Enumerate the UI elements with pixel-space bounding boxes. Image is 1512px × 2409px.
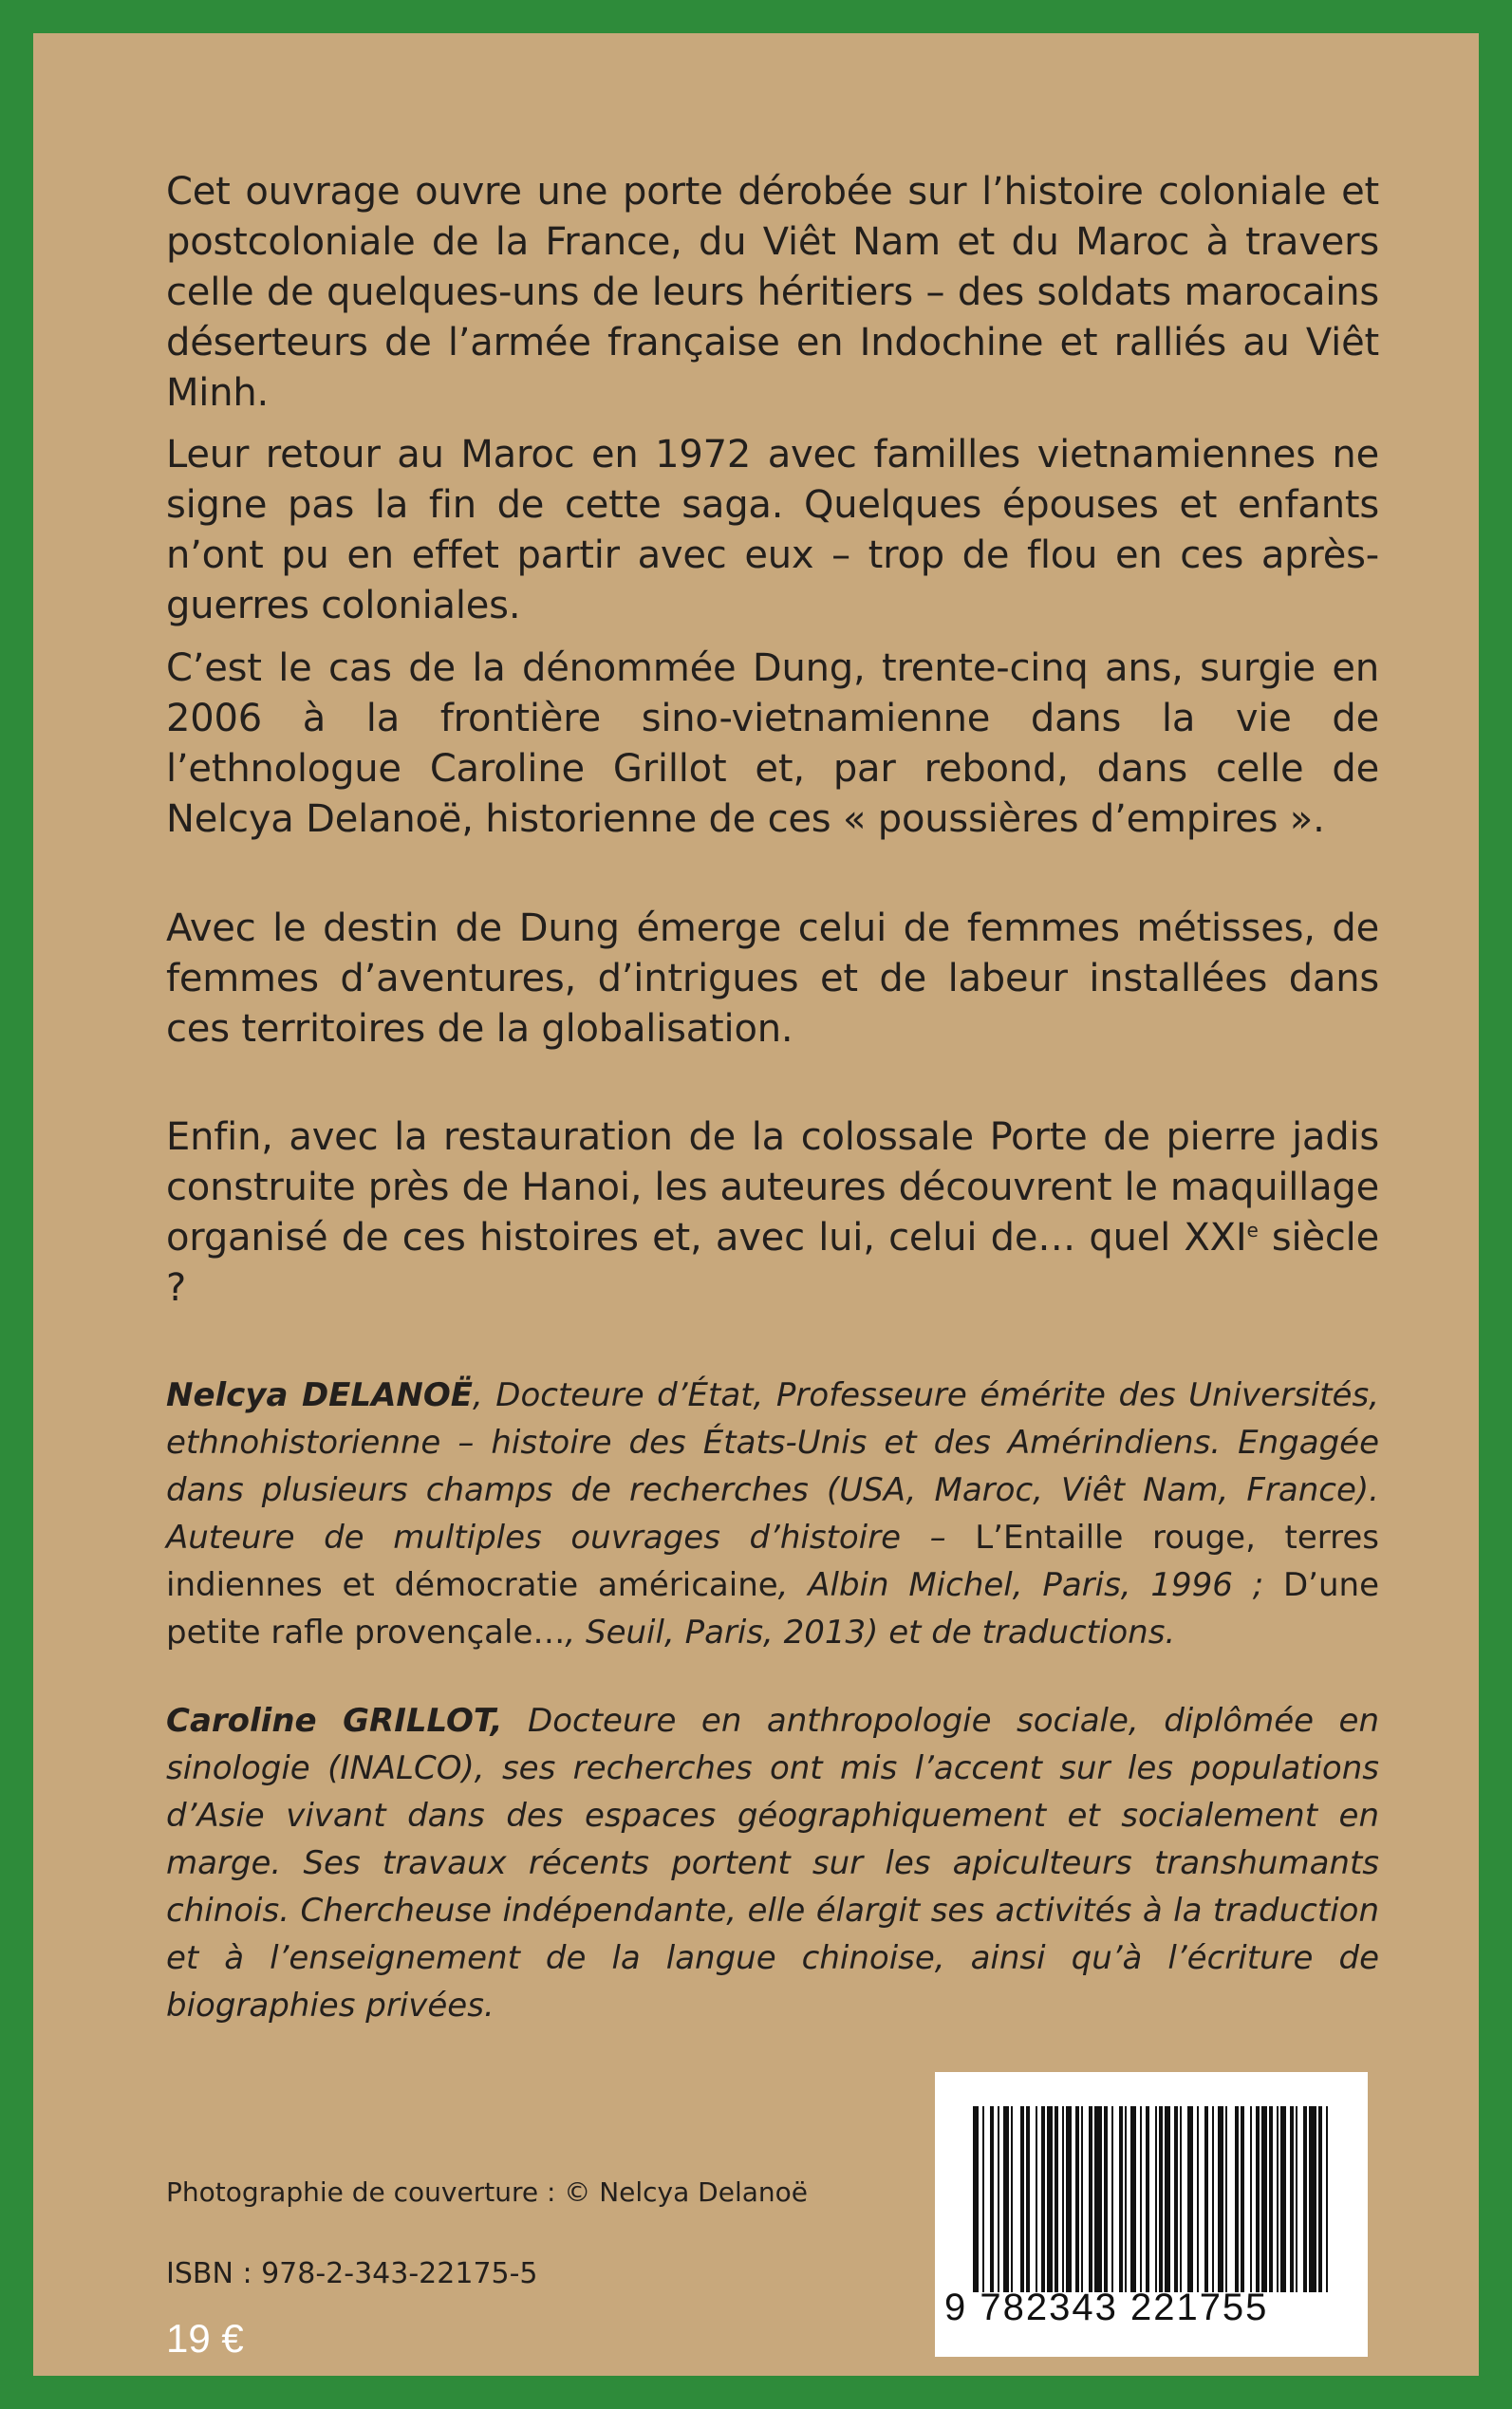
barcode-bar	[1003, 2106, 1009, 2292]
barcode-bar	[1062, 2106, 1064, 2292]
barcode-bar	[1277, 2106, 1279, 2292]
barcode-bar	[1155, 2106, 1157, 2292]
barcode-bar	[1159, 2106, 1163, 2292]
blurb-paragraph-5-end: siècle ?	[166, 1216, 1379, 1310]
barcode-bar	[1089, 2106, 1092, 2292]
blurb-paragraph-2: Leur retour au Maroc en 1972 avec familles vietnamiennes ne signe pas la fin de cette saga. Quelques épouses et enfants n’ont pu en effet partir avec eux – trop de flou en ces après-guerres coloniales.	[166, 433, 1379, 627]
barcode-bar	[982, 2106, 984, 2292]
barcode-digits: 9 782343 221755	[944, 2287, 1269, 2328]
barcode-bar	[1204, 2106, 1208, 2292]
barcode-bar	[1309, 2106, 1316, 2292]
isbn-number: ISBN : 978-2-343-22175-5	[166, 2257, 538, 2290]
barcode-bar	[1055, 2106, 1058, 2292]
barcode-bar	[1140, 2106, 1142, 2292]
barcode-bar	[1241, 2106, 1244, 2292]
barcode-bar	[1174, 2106, 1178, 2292]
photo-credit: Photographie de couverture : © Nelcya Delanoë	[166, 2176, 809, 2208]
barcode-bar	[1187, 2106, 1193, 2292]
barcode-bar	[1119, 2106, 1123, 2292]
barcode-bar	[1104, 2106, 1108, 2292]
barcode	[935, 2072, 1368, 2357]
blurb-paragraph-1: Cet ouvrage ouvre une porte dérobée sur l’histoire coloniale et postcoloniale de la France, du Viêt Nam et du Maroc à travers celle de quelques-uns de leurs héritiers – des soldats marocains déserteurs de l’armée française en Indochine et ralliés au Viêt Minh.	[166, 170, 1379, 415]
author-bio-delanoe	[166, 1372, 1379, 1656]
barcode-bar	[1318, 2106, 1322, 2292]
barcode-bar	[1094, 2106, 1102, 2292]
barcode-bar	[1020, 2106, 1024, 2292]
author-name-delanoe: Nelcya DELANOË	[166, 1376, 473, 1414]
barcode-bar	[1250, 2106, 1252, 2292]
barcode-bars	[973, 2106, 1330, 2292]
barcode-bar	[1280, 2106, 1286, 2292]
book-title-entaille: L’Entaille rouge, terres indiennes et démocratie américaine	[166, 1519, 1379, 1604]
barcode-bar	[1303, 2106, 1307, 2292]
barcode-bar	[1225, 2106, 1227, 2292]
century-superscript: e	[1246, 1219, 1259, 1242]
back-cover	[33, 33, 1479, 2376]
barcode-bar	[1165, 2106, 1170, 2292]
barcode-bar	[1146, 2106, 1149, 2292]
barcode-bar	[1047, 2106, 1053, 2292]
blurb-paragraph-4: Avec le destin de Dung émerge celui de femmes métisses, de femmes d’aventures, d’intrigues et de labeur installées dans ces territoires de la globalisation.	[166, 906, 1379, 1051]
barcode-bar	[1261, 2106, 1267, 2292]
barcode-bar	[1041, 2106, 1045, 2292]
barcode-bar	[1066, 2106, 1072, 2292]
barcode-bar	[1290, 2106, 1294, 2292]
barcode-bar	[1026, 2106, 1030, 2292]
barcode-bar	[1130, 2106, 1136, 2292]
barcode-bar	[1235, 2106, 1239, 2292]
barcode-bar	[1296, 2106, 1297, 2292]
author-bio-text-c: , Seuil, Paris, 2013) et de traductions.	[565, 1614, 1176, 1652]
blurb-paragraph-3: C’est le cas de la dénommée Dung, trente-cinq ans, surgie en 2006 à la frontière sino-vietnamienne dans la vie de l’ethnologue Caroline Grillot et, par rebond, dans celle de Nelcya Delanoë, historienne de ces « poussières d’empires ».	[166, 646, 1379, 841]
barcode-bar	[1197, 2106, 1199, 2292]
author-name-grillot: Caroline GRILLOT,	[166, 1702, 503, 1740]
barcode-bar	[1180, 2106, 1182, 2292]
barcode-bar	[1125, 2106, 1127, 2292]
barcode-bar	[1326, 2106, 1328, 2292]
barcode-bar	[990, 2106, 994, 2292]
author-bio-text-a: , Docteure d’État, Professeure émérite des Universités, ethnohistorienne – histoire des États-Unis et des Amérindiens. Engagée dans plusieurs champs de recherches (USA, Maroc, Viêt Nam, France). Auteure de multiples ouvrages d’histoire –	[166, 1376, 1379, 1557]
author-bio-text-b: , Albin Michel, Paris, 1996 ;	[777, 1566, 1283, 1604]
author-bio-text-grillot: Docteure en anthropologie sociale, diplômée en sinologie (INALCO), ses recherches ont mis l’accent sur les populations d’Asie vivant dans des espaces géographiquement et socialement en marge. Ses travaux récents portent sur les apiculteurs transhumants chinois. Chercheuse indépendante, elle élargit ses activités à la traduction et à l’enseignement de la langue chinoise, ainsi qu’à l’écriture de biographies privées.	[166, 1702, 1380, 2025]
barcode-bar	[973, 2106, 979, 2292]
barcode-bar	[1256, 2106, 1260, 2292]
barcode-bar	[998, 2106, 999, 2292]
barcode-bar	[1212, 2106, 1214, 2292]
barcode-bar	[1011, 2106, 1013, 2292]
book-title-rafle: D’une petite rafle provençale…	[166, 1566, 1379, 1652]
barcode-bar	[1075, 2106, 1079, 2292]
blurb-paragraph-5	[166, 1112, 1379, 1314]
barcode-bar	[1111, 2106, 1113, 2292]
barcode-bar	[1269, 2106, 1273, 2292]
blurb-paragraph-5-text: Enfin, avec la restauration de la colossale Porte de pierre jadis construite près de Hanoi, les auteures découvrent le maquillage organisé de ces histoires et, avec lui, celui de… quel XXI	[166, 1115, 1379, 1260]
barcode-bar	[1081, 2106, 1083, 2292]
barcode-bar	[1036, 2106, 1037, 2292]
barcode-bar	[1218, 2106, 1223, 2292]
price-label: 19 €	[166, 2316, 244, 2361]
author-bio-grillot	[166, 1697, 1379, 2029]
